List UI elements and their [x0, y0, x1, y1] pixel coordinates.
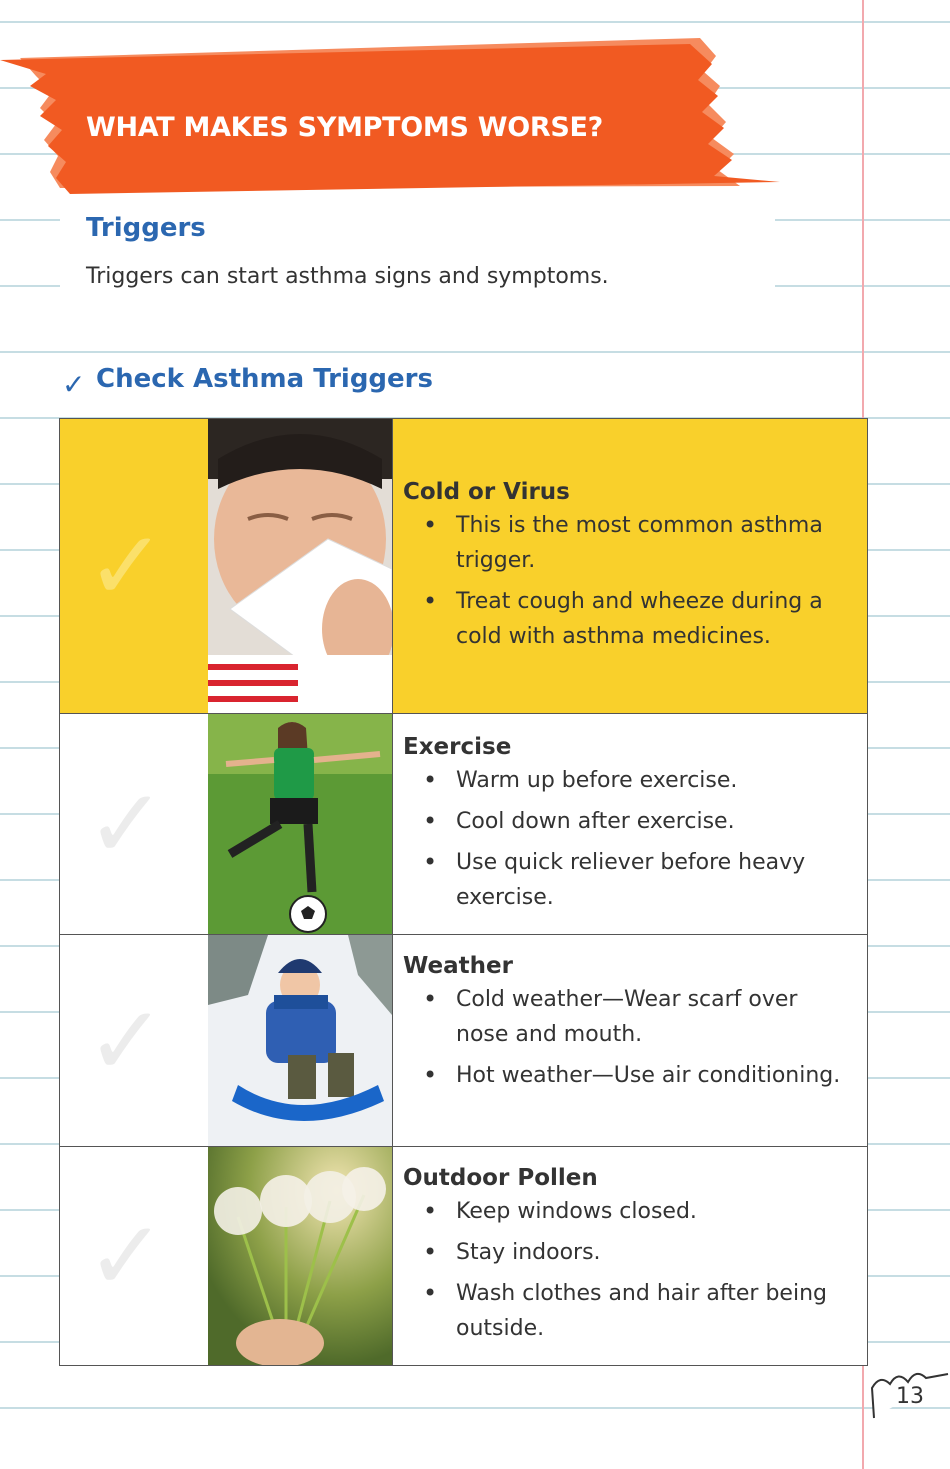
- checkbox-cell[interactable]: [60, 419, 208, 713]
- trigger-bullet-list: [403, 982, 849, 1093]
- bullet-item: • This is the most common asthma trigger.: [403, 508, 849, 578]
- trigger-row-exercise: [60, 713, 867, 934]
- checkbox-cell[interactable]: [60, 935, 208, 1146]
- section-heading-triggers: Triggers: [86, 213, 206, 243]
- bullet-item: • Cold weather—Wear scarf over nose and mouth.: [403, 982, 849, 1052]
- bullet-item: • Treat cough and wheeze during a cold with asthma medicines.: [403, 584, 849, 654]
- trigger-title: Outdoor Pollen: [403, 1165, 598, 1191]
- bullet-item: • Stay indoors.: [403, 1235, 849, 1270]
- trigger-title: Exercise: [403, 734, 512, 760]
- trigger-bullet-list: [403, 1194, 849, 1346]
- trigger-title: Weather: [403, 953, 513, 979]
- checklist-heading: [60, 362, 840, 412]
- trigger-bullet-list: [403, 508, 849, 654]
- triggers-table: [59, 418, 868, 1366]
- trigger-row-outdoor-pollen: [60, 1146, 867, 1365]
- girl-kicking-soccer-ball-photo: [208, 714, 392, 934]
- trigger-title: Cold or Virus: [403, 479, 570, 505]
- bullet-item: • Wash clothes and hair after being outside.: [403, 1276, 849, 1346]
- trigger-details: [392, 419, 867, 713]
- dandelion-seed-heads-photo: [208, 1147, 392, 1365]
- child-sledding-in-snow-photo: [208, 935, 392, 1146]
- page-number-tab: [860, 1360, 950, 1420]
- trigger-bullet-list: [403, 763, 849, 915]
- trigger-row-weather: [60, 934, 867, 1146]
- intro-text: Triggers can start asthma signs and symptoms.: [86, 264, 609, 289]
- page-number: 13: [896, 1384, 924, 1409]
- check-icon: ✓: [86, 510, 167, 622]
- trigger-details: [392, 714, 867, 934]
- page-title: WHAT MAKES SYMPTOMS WORSE?: [86, 112, 603, 143]
- trigger-details: [392, 935, 867, 1146]
- bullet-item: • Keep windows closed.: [403, 1194, 849, 1229]
- trigger-details: [392, 1147, 867, 1365]
- checkbox-cell[interactable]: [60, 1147, 208, 1365]
- check-icon: ✓: [86, 1200, 167, 1312]
- bullet-item: • Hot weather—Use air conditioning.: [403, 1058, 849, 1093]
- checkmark-icon: ✓: [62, 368, 86, 401]
- bullet-item: • Use quick reliever before heavy exercise.: [403, 845, 849, 915]
- bullet-item: • Cool down after exercise.: [403, 804, 849, 839]
- bullet-item: • Warm up before exercise.: [403, 763, 849, 798]
- checklist-heading-label: Check Asthma Triggers: [96, 364, 433, 394]
- trigger-row-cold-virus: [60, 419, 867, 713]
- check-icon: ✓: [86, 768, 167, 880]
- check-icon: ✓: [86, 984, 167, 1097]
- title-banner: [0, 30, 790, 210]
- checkbox-cell[interactable]: [60, 714, 208, 934]
- child-sneezing-into-tissue-photo: [208, 419, 392, 713]
